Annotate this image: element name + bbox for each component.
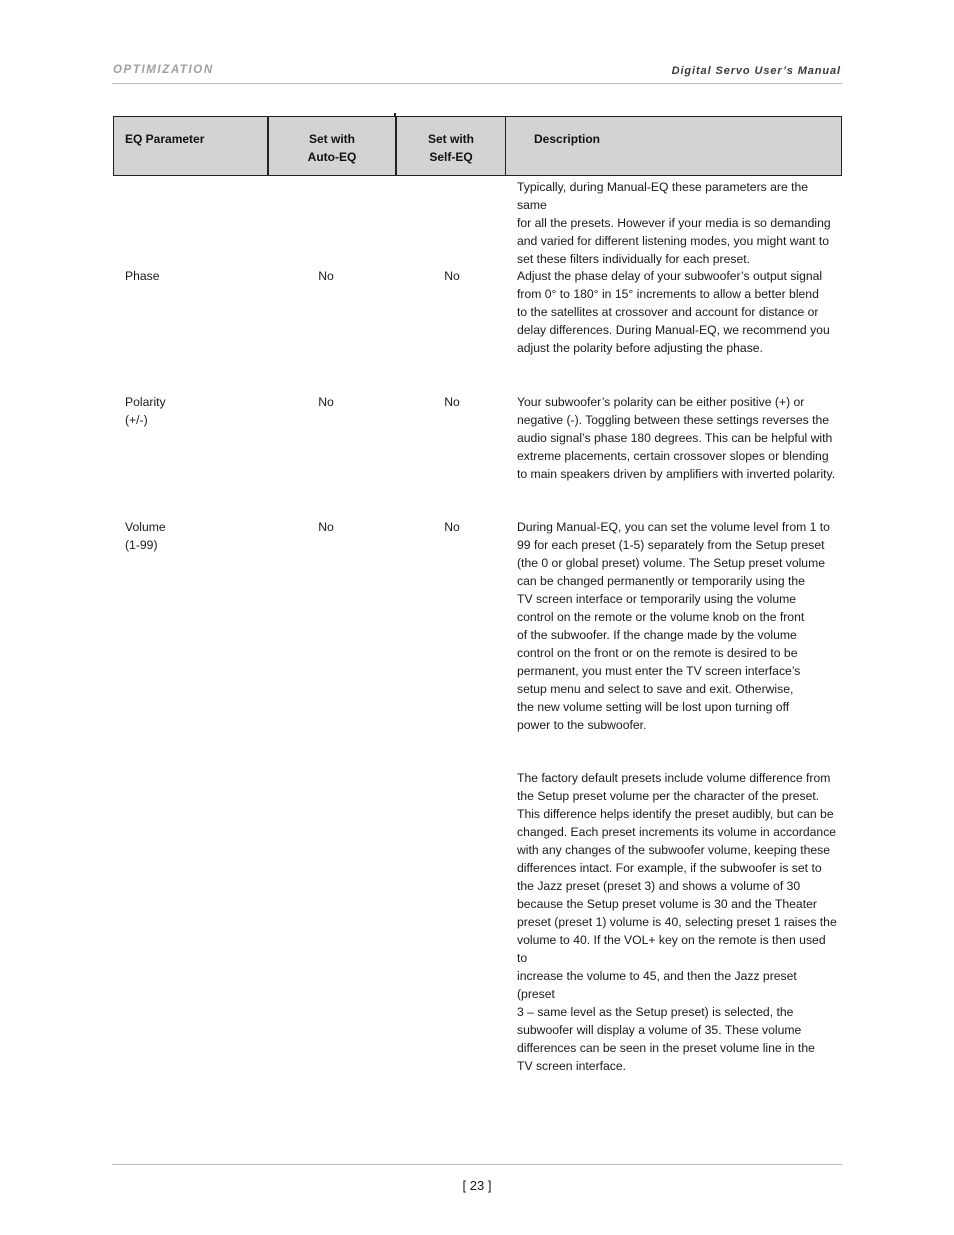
row-volume-auto-eq: No: [318, 520, 334, 534]
column-header-description: Description: [505, 117, 841, 175]
manual-title: Digital Servo User’s Manual: [671, 65, 841, 77]
page-number: [ 23 ]: [462, 1178, 492, 1193]
row-phase-parameter: Phase: [125, 269, 160, 283]
row-phase-self-eq: No: [444, 269, 460, 283]
row-phase-description: Adjust the phase delay of your subwoofer’s output signal from 0° to 180° in 15° increments to allow a better blend to the satellites at crossover and account for distance or delay differences. During Manual-EQ, we recommend you adjust the polarity before adjusting the phase.: [517, 269, 830, 355]
intro-description: Typically, during Manual-EQ these parameters are the same for all the presets. However if your media is so demanding and varied for different listening modes, you might want to set these filters individually for each preset.: [517, 180, 831, 266]
section-title: OPTIMIZATION: [113, 64, 214, 76]
table-header: [113, 116, 842, 176]
row-phase-auto-eq: No: [318, 269, 334, 283]
column-header-eq-parameter: EQ Parameter: [125, 132, 205, 146]
row-polarity-parameter: Polarity (+/-): [125, 395, 166, 427]
header-rule: [112, 83, 842, 84]
column-header-auto-eq: Set with Auto-EQ: [267, 117, 395, 175]
volume-extra-description: The factory default presets include volume difference from the Setup preset volume per the character of the preset. This difference helps identify the preset audibly, but can be changed. Each preset increments its volume in accordance with any changes of the subwoofer volume, keeping these differences intact. For example, if the subwoofer is set to the Jazz preset (preset 3) and shows a volume of 30 because the Setup preset volume is 30 and the Theater preset (preset 1) volume is 40, selecting preset 1 raises the volume to 40. If the VOL+ key on the remote is then used to increase the volume to 45, and then the Jazz preset (preset 3 – same level as the Setup preset) is selected, the subwoofer will display a volume of 35. These volume differences can be seen in the preset volume line in the TV screen interface.: [517, 771, 837, 1073]
footer-rule: [112, 1164, 842, 1165]
column-header-self-eq: Set with Self-EQ: [395, 117, 505, 175]
row-polarity-auto-eq: No: [318, 395, 334, 409]
row-polarity-self-eq: No: [444, 395, 460, 409]
row-volume-self-eq: No: [444, 520, 460, 534]
row-volume-parameter: Volume (1-99): [125, 520, 166, 552]
row-volume-description: During Manual-EQ, you can set the volume level from 1 to 99 for each preset (1-5) separately from the Setup preset (the 0 or global preset) volume. The Setup preset volume can be changed permanently or temporarily using the TV screen interface or temporarily using the volume control on the remote or the volume knob on the front of the subwoofer. If the change made by the volume control on the front or on the remote is desired to be permanent, you must enter the TV screen interface’s setup menu and select to save and exit. Otherwise, the new volume setting will be lost upon turning off power to the subwoofer.: [517, 520, 830, 732]
row-polarity-description: Your subwoofer’s polarity can be either positive (+) or negative (-). Toggling between these settings reverses the audio signal’s phase 180 degrees. This can be helpful with extreme placements, certain crossover slopes or blending to main speakers driven by amplifiers with inverted polarity.: [517, 395, 836, 481]
